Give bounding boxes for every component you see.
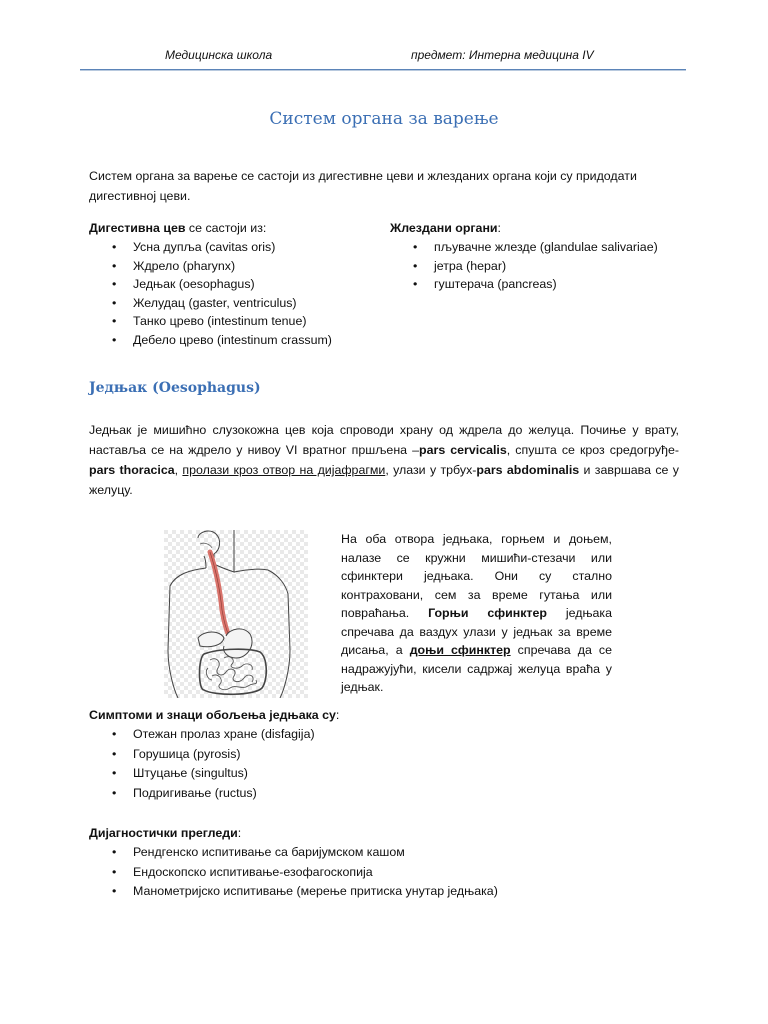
esophagus-paragraph: Једњак је мишићно слузокожна цев која спроводи храну од ждрела до желуца. Почиње у врату, наставља се на ждрело у нивоу VI вратног пршљена –pars cervicalis, спушта се кроз средогруђе-pars thoracica, пролази кроз отвор на дијафрагми, улази у трбух-pars abdominalis и завршава се у желуцу. (89, 423, 680, 497)
header-divider (80, 69, 686, 70)
diagnostics-section (89, 824, 689, 902)
symptoms-list (89, 725, 689, 803)
torso-illustration (164, 530, 308, 698)
page-title: Систем органа за варење (269, 109, 499, 129)
figure-background (164, 530, 308, 698)
list-item: • Ендоскопско испитивање-езофагоскопија (89, 863, 689, 883)
symptoms-section (89, 706, 689, 803)
digestive-tube-heading: Дигестивна цев се састоји из: (89, 221, 267, 235)
glands-heading: Жлездани органи: (390, 221, 501, 235)
symptoms-heading: Симптоми и знаци обољења једњака су: (89, 708, 340, 722)
section-heading-esophagus: Једњак (Oesophagus) (89, 380, 261, 396)
digestive-tube-list (89, 238, 389, 349)
list-item: • Штуцање (singultus) (89, 764, 689, 784)
list-item: • Дебело црево (intestinum crassum) (89, 331, 389, 350)
header-subject: предмет: Интерна медицина IV (411, 48, 594, 62)
list-item: • Једњак (oesophagus) (89, 275, 389, 294)
list-item: • Усна дупља (cavitas oris) (89, 238, 389, 257)
list-item: • Танко црево (intestinum tenue) (89, 312, 389, 331)
header-school: Медицинска школа (165, 48, 273, 62)
digestive-tube-section (89, 219, 389, 349)
diagnostics-heading: Дијагностички прегледи: (89, 826, 242, 840)
glands-list (390, 238, 690, 294)
diagnostics-list (89, 843, 689, 902)
sphincter-paragraph: На оба отвора једњака, горњем и доњем, налазе се кружни мишићи-стезачи или сфинктери једњака. Они су стално контраховани, сем за време гутања или повраћања. Горњи сфинктер једњака спречава да ваздух улази у једњак за време дисања, а доњи сфинктер спречава да се надражујући, кисели садржај желуца враћа у једњак. (341, 532, 612, 694)
list-item: • Рендгенско испитивање са баријумском кашом (89, 843, 689, 863)
list-item: • Отежан пролаз хране (disfagija) (89, 725, 689, 745)
list-item: • пљувачне жлезде (glandulae salivariae) (390, 238, 690, 257)
digestive-system-figure (164, 530, 308, 698)
list-item: • Горушица (pyrosis) (89, 745, 689, 765)
list-item: • гуштерача (pancreas) (390, 275, 690, 294)
list-item: • Желудац (gaster, ventriculus) (89, 294, 389, 313)
list-item: • Подригивање (ructus) (89, 784, 689, 804)
intro-paragraph: Систем органа за варење се састоји из дигестивне цеви и жлезданих органа који су придодати дигестивној цеви. (89, 169, 637, 203)
glands-section (390, 219, 690, 294)
list-item: • Ждрело (pharynx) (89, 257, 389, 276)
list-item: • Манометријско испитивање (мерење притиска унутар једњака) (89, 882, 689, 902)
list-item: • јетра (hepar) (390, 257, 690, 276)
